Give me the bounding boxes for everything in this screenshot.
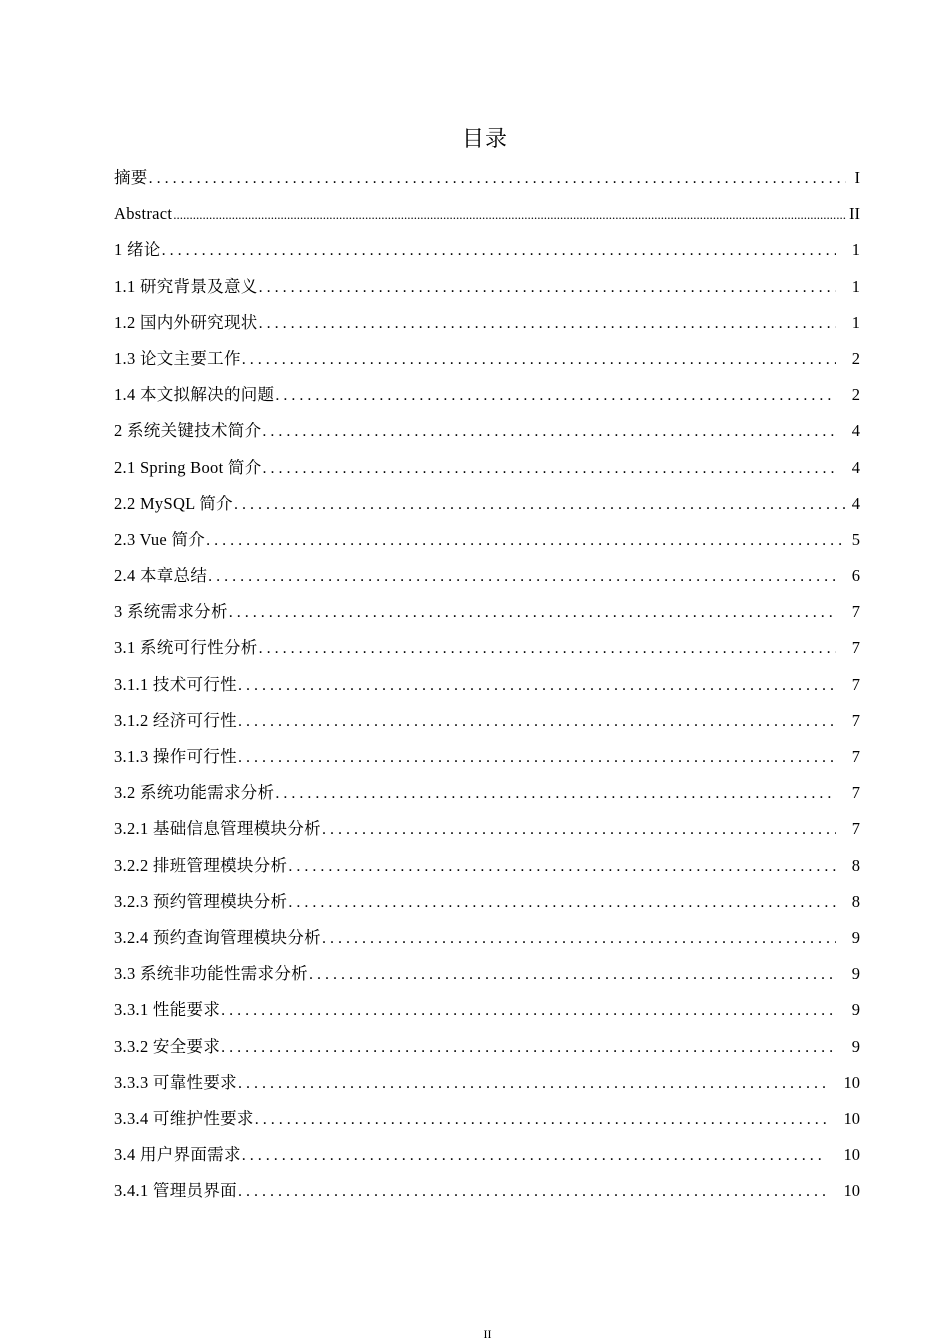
- toc-entry-page: 1: [851, 276, 860, 296]
- toc-entry[interactable]: [114, 305, 860, 341]
- toc-entry[interactable]: [114, 1029, 860, 1065]
- toc-entry-label: 3.1.3 操作可行性: [114, 747, 237, 766]
- toc-entry[interactable]: [114, 1137, 860, 1173]
- toc-entry-page: 2: [851, 385, 860, 405]
- toc-entry-page: I: [854, 168, 860, 187]
- toc-entry[interactable]: [114, 1065, 860, 1101]
- toc-entry[interactable]: [114, 450, 860, 486]
- toc-leader: [238, 668, 836, 704]
- toc-entry-label: 3.1.2 经济可行性: [114, 710, 237, 730]
- toc-leader: [238, 740, 836, 776]
- toc-entry[interactable]: [114, 992, 860, 1028]
- toc-entry-page: 4: [851, 457, 860, 477]
- toc-entry-page: 1: [851, 312, 860, 332]
- toc-leader: [322, 812, 836, 848]
- toc-leader: [255, 1102, 826, 1138]
- toc-leader: [238, 1066, 826, 1102]
- toc-leader: [242, 342, 836, 378]
- toc-entry-label: 1.1 研究背景及意义: [114, 276, 258, 296]
- toc-leader: [242, 1138, 826, 1174]
- toc-leader: [275, 378, 836, 414]
- toc-entry-page: 7: [851, 819, 860, 839]
- toc-leader: [208, 559, 836, 595]
- toc-entry-label: 3.2 系统功能需求分析: [114, 783, 275, 803]
- toc-leader: [238, 1174, 826, 1210]
- toc-entry-page: 9: [851, 1036, 860, 1056]
- toc-entry[interactable]: [114, 232, 860, 268]
- toc-entry-label: 2.3 Vue 简介: [114, 529, 206, 549]
- toc-entry-page: 7: [851, 710, 860, 730]
- toc-leader: [259, 270, 836, 306]
- toc-leader: [288, 885, 836, 921]
- toc-list: [114, 160, 860, 1209]
- toc-entry[interactable]: [114, 811, 860, 847]
- toc-entry-page: 10: [843, 1181, 860, 1201]
- toc-entry[interactable]: [114, 630, 860, 666]
- toc-leader: [229, 595, 836, 631]
- toc-leader: [259, 631, 836, 667]
- toc-entry-page: II: [849, 204, 860, 224]
- toc-entry-page: 4: [851, 421, 860, 441]
- toc-entry-label: 3.2.3 预约管理模块分析: [114, 891, 288, 911]
- toc-entry-label: 3.4 用户界面需求: [114, 1145, 241, 1165]
- toc-entry-label: 3.3 系统非功能性需求分析: [114, 964, 308, 984]
- toc-leader: [149, 161, 846, 197]
- toc-entry-page: 7: [851, 747, 860, 766]
- toc-entry-page: 10: [843, 1072, 860, 1092]
- toc-entry[interactable]: [114, 269, 860, 305]
- toc-entry[interactable]: [114, 920, 860, 956]
- toc-entry-label: 2 系统关键技术简介: [114, 421, 262, 441]
- toc-entry-label: 2.1 Spring Boot 简介: [114, 457, 262, 477]
- toc-entry-label: 3.1.1 技术可行性: [114, 674, 237, 694]
- toc-entry[interactable]: [114, 775, 860, 811]
- toc-entry[interactable]: [114, 739, 860, 775]
- toc-leader: [234, 487, 846, 523]
- toc-entry-label: 3.2.4 预约查询管理模块分析: [114, 927, 321, 947]
- toc-leader: [288, 849, 836, 885]
- toc-entry-label: Abstract: [114, 204, 173, 224]
- toc-entry-page: 9: [851, 1000, 860, 1020]
- toc-entry-page: 7: [851, 602, 860, 622]
- toc-leader: [309, 957, 836, 993]
- toc-entry[interactable]: [114, 884, 860, 920]
- toc-leader: [221, 993, 836, 1029]
- toc-title: 目录: [461, 127, 508, 152]
- toc-entry-label: 1.2 国内外研究现状: [114, 312, 258, 332]
- toc-entry-page: 7: [851, 674, 860, 694]
- toc-entry[interactable]: [114, 486, 860, 522]
- toc-entry[interactable]: [114, 1101, 860, 1137]
- toc-entry-page: 1: [851, 240, 860, 260]
- toc-entry-label: 3.3.4 可维护性要求: [114, 1108, 254, 1128]
- footer-page-number: II: [483, 1327, 492, 1341]
- toc-entry-page: 7: [851, 638, 860, 658]
- toc-entry-label: 2.2 MySQL 简介: [114, 493, 233, 513]
- toc-leader: [238, 704, 836, 740]
- toc-entry[interactable]: [114, 667, 860, 703]
- toc-entry-label: 1 绪论: [114, 240, 161, 260]
- toc-leader: [206, 523, 846, 559]
- toc-entry-page: 8: [851, 855, 860, 875]
- toc-entry-label: 3.4.1 管理员界面: [114, 1181, 237, 1201]
- toc-entry[interactable]: [114, 160, 860, 196]
- toc-entry[interactable]: [114, 594, 860, 630]
- toc-entry[interactable]: [114, 196, 860, 232]
- toc-entry-label: 1.4 本文拟解决的问题: [114, 385, 275, 405]
- toc-entry-label: 3.3.3 可靠性要求: [114, 1072, 237, 1092]
- toc-leader: [263, 451, 837, 487]
- toc-entry-label: 3.3.1 性能要求: [114, 1000, 221, 1020]
- toc-entry-page: 6: [851, 566, 860, 586]
- toc-entry-page: 9: [851, 927, 860, 947]
- toc-entry[interactable]: [114, 848, 860, 884]
- toc-entry[interactable]: [114, 703, 860, 739]
- toc-entry-label: 3.2.2 排班管理模块分析: [114, 855, 288, 875]
- toc-entry-page: 10: [843, 1145, 860, 1165]
- toc-entry-page: 7: [851, 783, 860, 803]
- toc-entry[interactable]: [114, 341, 860, 377]
- toc-entry[interactable]: [114, 377, 860, 413]
- toc-entry[interactable]: [114, 413, 860, 449]
- toc-entry[interactable]: [114, 1173, 860, 1209]
- toc-entry-page: 5: [851, 529, 860, 549]
- toc-entry-page: 9: [851, 964, 860, 984]
- toc-leader: [322, 921, 836, 957]
- toc-leader: [262, 414, 836, 450]
- toc-entry-label: 3 系统需求分析: [114, 602, 228, 622]
- toc-entry[interactable]: [114, 522, 860, 558]
- toc-leader: [275, 776, 836, 812]
- toc-entry-label: 3.3.2 安全要求: [114, 1036, 221, 1056]
- toc-entry-page: 8: [851, 891, 860, 911]
- toc-entry-label: 3.2.1 基础信息管理模块分析: [114, 819, 321, 839]
- toc-entry[interactable]: [114, 956, 860, 992]
- toc-entry-page: 4: [851, 493, 860, 513]
- toc-leader: [162, 233, 836, 269]
- toc-leader: [173, 197, 846, 233]
- toc-leader: [259, 306, 836, 342]
- toc-entry-label: 2.4 本章总结: [114, 566, 208, 586]
- toc-entry-label: 3.1 系统可行性分析: [114, 638, 258, 658]
- toc-entry-page: 10: [843, 1108, 860, 1128]
- toc-entry-label: 1.3 论文主要工作: [114, 348, 241, 368]
- toc-entry-label: 摘要: [114, 168, 148, 187]
- toc-entry[interactable]: [114, 558, 860, 594]
- toc-leader: [221, 1030, 836, 1066]
- toc-entry-page: 2: [851, 348, 860, 368]
